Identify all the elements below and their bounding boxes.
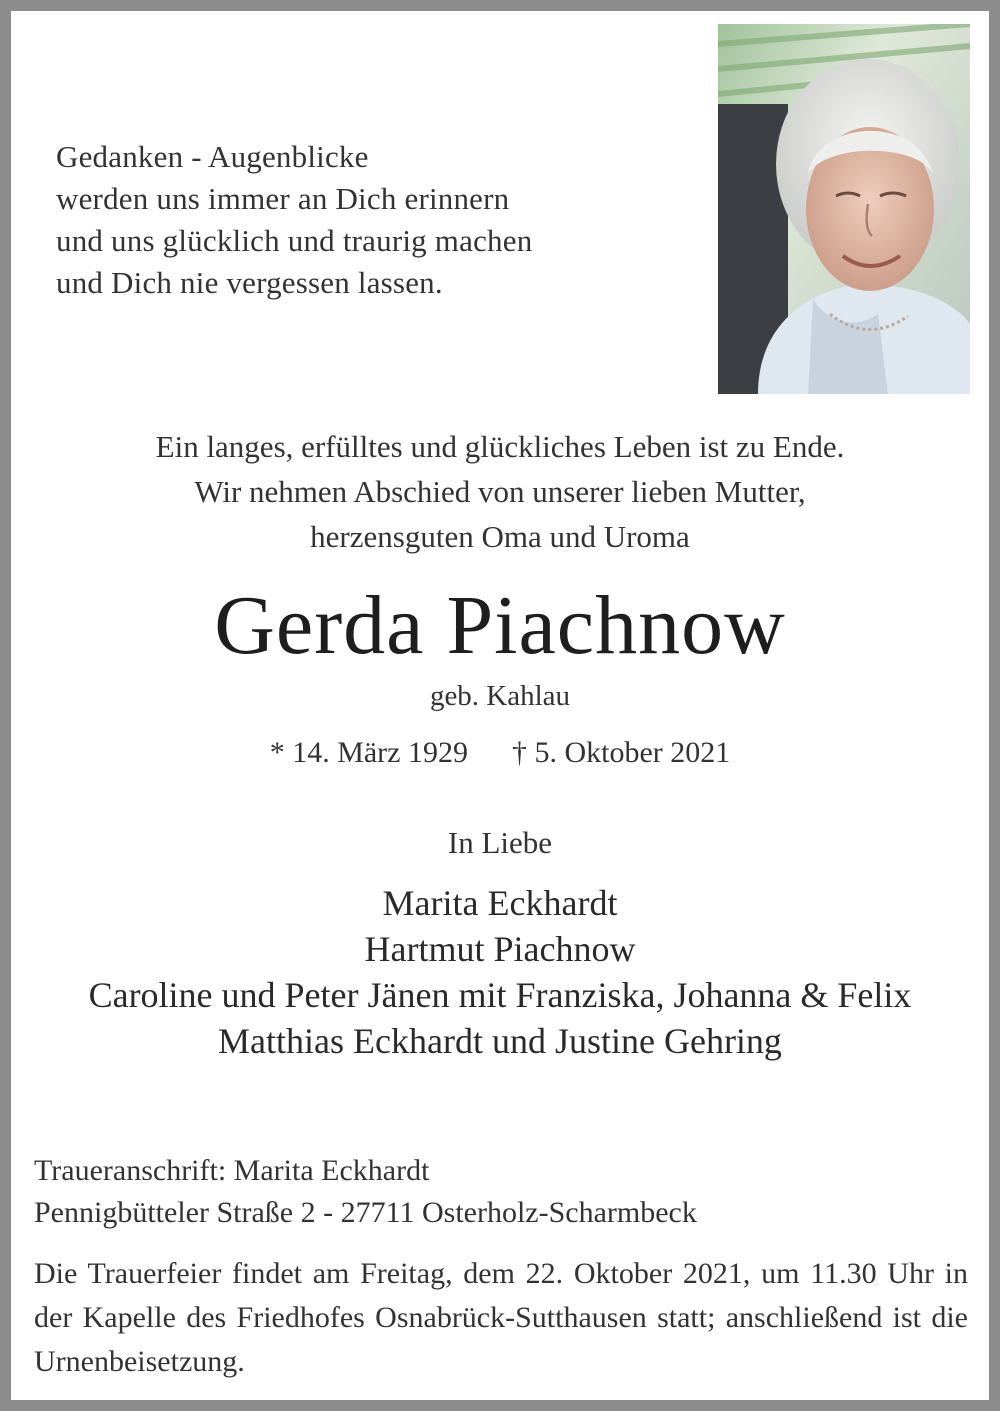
birth-date: * 14. März 1929 xyxy=(269,736,468,769)
life-dates xyxy=(11,732,989,774)
intro-line: herzensguten Oma und Uroma xyxy=(310,519,690,554)
address-line: Traueranschrift: Marita Eckhardt xyxy=(34,1154,430,1187)
intro-line: Wir nehmen Abschied von unserer lieben Mutter, xyxy=(194,474,806,509)
maiden-name: geb. Kahlau xyxy=(429,680,571,712)
mourners-list xyxy=(11,880,989,1064)
address-line: Pennigbütteler Straße 2 - 27711 Osterholz-Scharmbeck xyxy=(34,1196,697,1229)
intro-text xyxy=(11,424,989,559)
poem-line: und Dich nie vergessen lassen. xyxy=(56,265,443,300)
death-date: † 5. Oktober 2021 xyxy=(511,736,731,769)
deceased-name: Gerda Piachnow xyxy=(214,579,786,672)
poem-line: und uns glücklich und traurig machen xyxy=(56,223,533,258)
mourner-name: Hartmut Piachnow xyxy=(364,929,636,969)
mourning-address xyxy=(34,1150,697,1234)
poem-line: werden uns immer an Dich erinnern xyxy=(56,181,510,216)
portrait-photo xyxy=(718,24,970,394)
memorial-poem xyxy=(56,136,532,304)
intro-line: Ein langes, erfülltes und glückliches Leben ist zu Ende. xyxy=(155,429,845,464)
poem-line: Gedanken - Augenblicke xyxy=(56,139,369,174)
mourner-name: Matthias Eckhardt und Justine Gehring xyxy=(218,1021,782,1061)
mourners-heading: In Liebe xyxy=(447,825,553,860)
mourner-name: Marita Eckhardt xyxy=(382,883,618,923)
mourner-name: Caroline und Peter Jänen mit Franziska, Johanna & Felix xyxy=(88,975,912,1015)
funeral-service-info: Die Trauerfeier findet am Freitag, dem 22. Oktober 2021, um 11.30 Uhr in der Kapelle des Friedhofes Osnabrück-Sutthausen statt; anschließend ist die Urnenbeisetzung. xyxy=(34,1257,968,1378)
